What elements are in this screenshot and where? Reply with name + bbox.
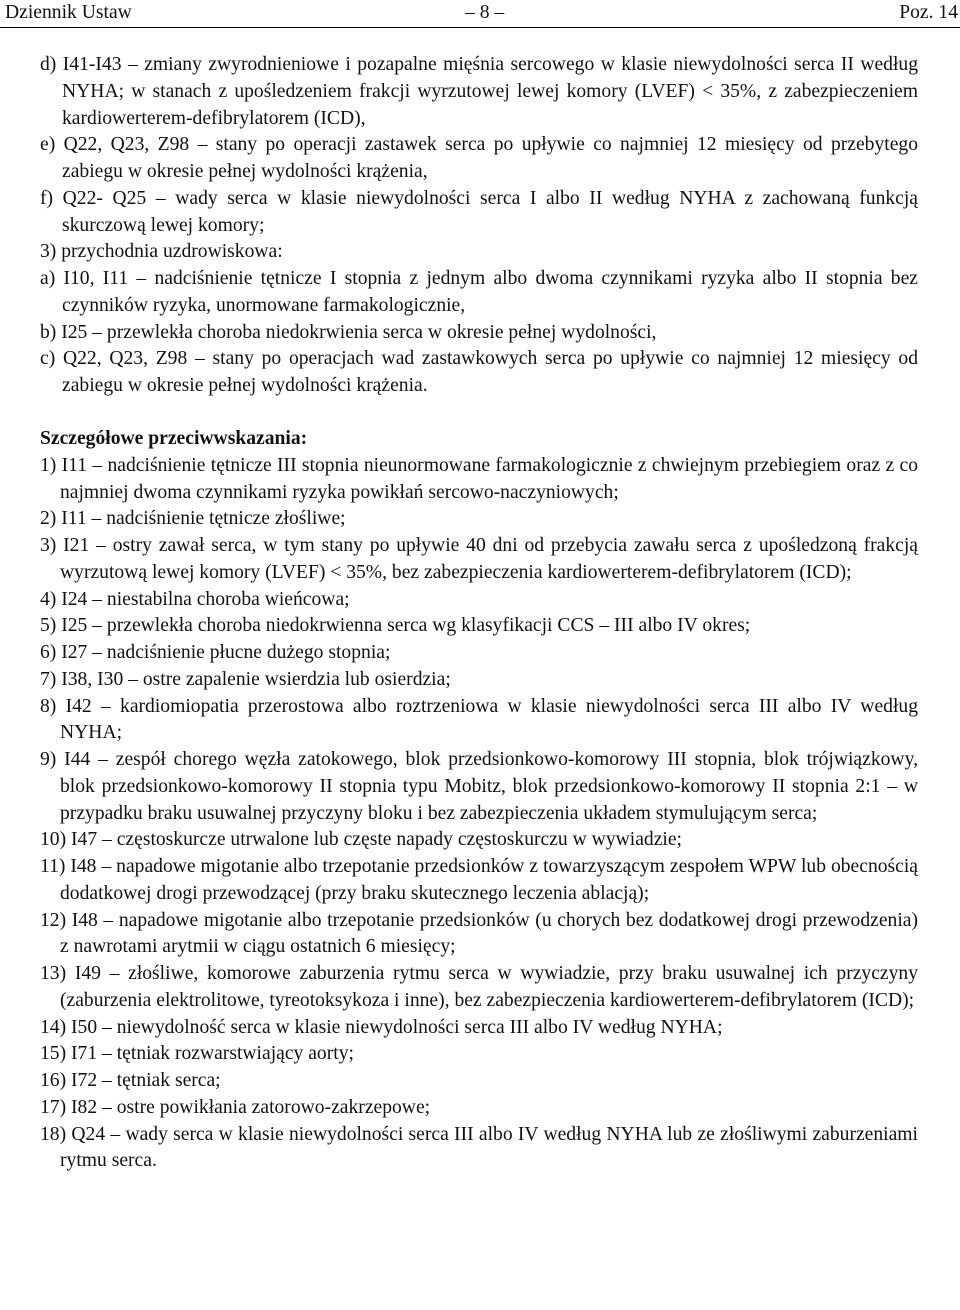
item-a: a) I10, I11 – nadciśnienie tętnicze I stopnia z jednym albo dwoma czynnikami ryzyka albo II stopnia bez czynników ryzyka, unormowane farmakologicznie, [40,268,918,316]
item-c: c) Q22, Q23, Z98 – stany po operacjach wad zastawkowych serca po upływie co najmniej 12 miesięcy od zabiegu w okresie pełnej wydolności krążenia. [40,348,918,396]
item-b: b) I25 – przewlekła choroba niedokrwienia serca w okresie pełnej wydolności, [40,321,657,343]
contraindication-item: 15) I71 – tętniak rozwarstwiający aorty; [40,1043,354,1065]
position-number: Poz. 14 [899,2,958,23]
contraindication-item: 11) I48 – napadowe migotanie albo trzepotanie przedsionków z towarzyszącym zespołem WPW lub obecnością dodatkowej drogi przewodzącej (przy braku skutecznego leczenia ablacją); [40,856,918,904]
contraindication-item: 10) I47 – częstoskurcze utrwalone lub częste napady częstoskurczu w wywiadzie; [40,829,682,851]
item-3-heading: 3) przychodnia uzdrowiskowa: [40,241,283,263]
contraindication-item: 3) I21 – ostry zawał serca, w tym stany po upływie 40 dni od przebycia zawału serca z upośledzoną frakcją wyrzutową lewej komory (LVEF) < 35%, bez zabezpieczenia kardiowerterem-defibrylatorem (ICD); [40,535,918,583]
contraindication-item: 4) I24 – niestabilna choroba wieńcowa; [40,588,350,610]
contraindication-item: 17) I82 – ostre powikłania zatorowo-zakrzepowe; [40,1096,431,1118]
contraindication-item: 13) I49 – złośliwe, komorowe zaburzenia rytmu serca w wywiadzie, przy braku usuwalnej ich przyczyny (zaburzenia elektrolitowe, tyreotoksykoza i inne), bez zabezpieczenia kardiowerterem-defibrylatorem (ICD); [40,963,918,1011]
contraindication-item: 7) I38, I30 – ostre zapalenie wsierdzia lub osierdzia; [40,668,451,690]
contraindication-item: 2) I11 – nadciśnienie tętnicze złośliwe; [40,508,346,530]
contraindication-item: 1) I11 – nadciśnienie tętnicze III stopnia nieunormowane farmakologicznie z chwiejnym przebiegiem oraz z co najmniej dwoma czynnikami ryzyka powikłań sercowo-naczyniowych; [40,454,918,503]
contraindication-item: 8) I42 – kardiomiopatia przerostowa albo roztrzeniowa w klasie niewydolności serca III albo IV według NYHA; [40,695,918,744]
page-header [0,0,960,28]
contraindications-section [40,426,918,1175]
contraindication-item: 14) I50 – niewydolność serca w klasie niewydolności serca III albo IV według NYHA; [40,1016,723,1038]
item-f: f) Q22- Q25 – wady serca w klasie niewydolności serca I albo II według NYHA z zachowaną funkcją skurczową lewej komory; [40,187,918,236]
section-heading: Szczegółowe przeciwwskazania: [40,428,308,449]
contraindication-item: 12) I48 – napadowe migotanie albo trzepotanie przedsionków (u chorych bez dodatkowej drogi przewodzenia) z nawrotami arytmii w ciągu ostatnich 6 miesięcy; [40,909,918,958]
contraindication-item: 18) Q24 – wady serca w klasie niewydolności serca III albo IV według NYHA lub ze złośliwymi zaburzeniami rytmu serca. [40,1123,918,1172]
contraindication-item: 5) I25 – przewlekła choroba niedokrwienna serca wg klasyfikacji CCS – III albo IV okres; [40,615,751,637]
contraindication-item: 9) I44 – zespół chorego węzła zatokowego, blok przedsionkowo-komorowy III stopnia, blok trójwiązkowy, blok przedsionkowo-komorowy II stopnia typu Mobitz, blok przedsionkowo-komorowy II stopnia 2:1 – w przypadku braku usuwalnej przyczyny bloku i bez zabezpieczenia układem stymulującym serca; [40,749,918,824]
contraindication-item: 6) I27 – nadciśnienie płucne dużego stopnia; [40,642,391,663]
contraindication-item: 16) I72 – tętniak serca; [40,1070,221,1091]
page-number: – 8 – [465,2,505,23]
top-section [40,52,918,400]
item-e: e) Q22, Q23, Z98 – stany po operacji zastawek serca po upływie co najmniej 12 miesięcy od przebytego zabiegu w okresie pełnej wydolności krążenia, [40,134,918,182]
journal-title: Dziennik Ustaw [5,2,132,23]
item-d: d) I41-I43 – zmiany zwyrodnieniowe i pozapalne mięśnia sercowego w klasie niewydolności serca II według NYHA; w stanach z upośledzeniem frakcji wyrzutowej lewej komory (LVEF) < 35%, z zabezpieczeniem kardiowerterem-defibrylatorem (ICD), [40,54,918,129]
